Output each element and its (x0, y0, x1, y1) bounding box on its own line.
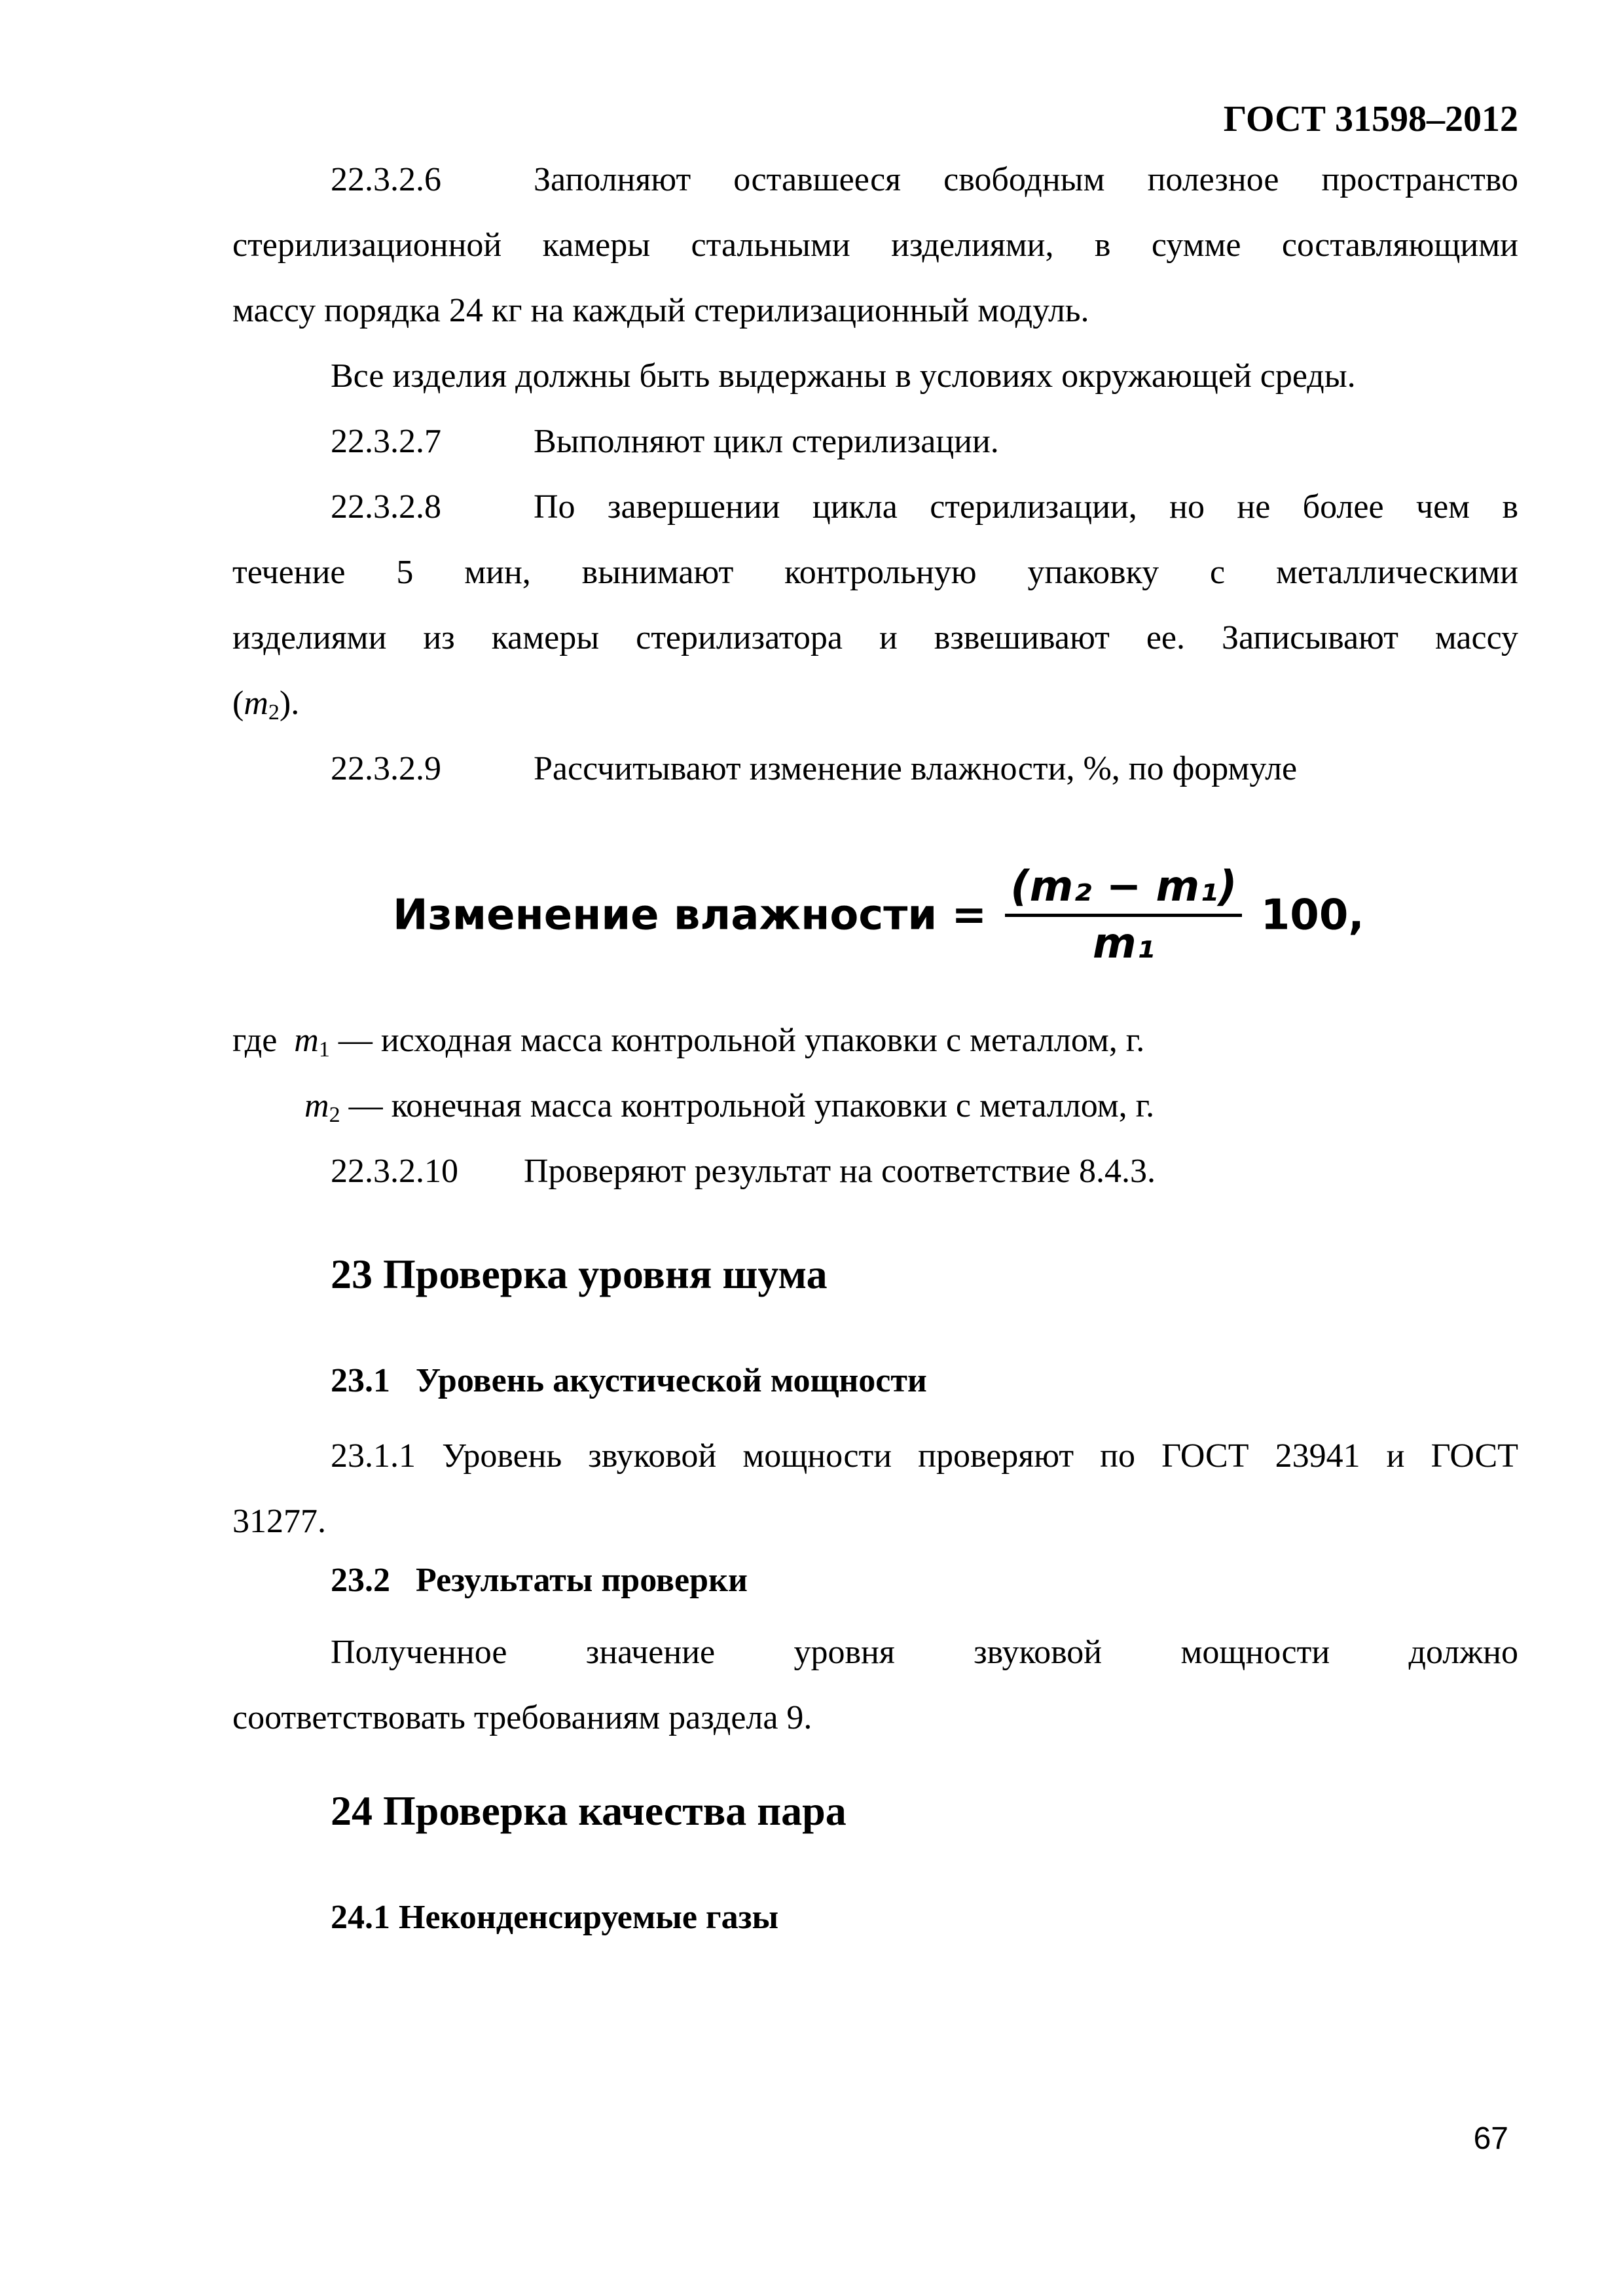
definition-text: — исходная масса контрольной упаковки с металлом, г. (338, 1022, 1145, 1059)
paragraph-22-3-2-6-line2: стерилизационной камеры стальными изделиями, в сумме составляющими (232, 226, 1518, 264)
definition-m1 (232, 1008, 1144, 1073)
paren-close: ). (279, 685, 300, 722)
section-24-title: 24 Проверка качества пара (331, 1787, 847, 1834)
paragraph-text: Проверяют результат на соответствие 8.4.3. (524, 1153, 1156, 1190)
section-23-title: 23 Проверка уровня шума (331, 1251, 828, 1297)
formula-fraction (1005, 864, 1242, 967)
paragraph-23-2-line1: Полученное значение уровня звуковой мощности должно (331, 1634, 1518, 1671)
paragraph-22-3-2-8-line2: течение 5 мин, вынимают контрольную упаковку с металлическими (232, 554, 1518, 591)
paragraph-text: По завершении цикла стерилизации, но не более чем в (534, 488, 1518, 526)
clause-number: 22.3.2.8 (331, 488, 441, 526)
paragraph-22-3-2-8-line4 (232, 671, 299, 736)
subsection-23-1-title: 23.1 Уровень акустической мощности (331, 1362, 927, 1399)
document-header: ГОСТ 31598–2012 (1223, 99, 1518, 139)
paragraph-22-3-2-9 (331, 736, 1297, 802)
where-prefix: где (232, 1022, 278, 1059)
subsection-24-1-title: 24.1 Неконденсируемые газы (331, 1899, 779, 1936)
subscript: 2 (268, 700, 280, 725)
variable-m: m (304, 1087, 329, 1124)
subscript: 1 (318, 1037, 330, 1062)
paragraph-text: Заполняют оставшееся свободным полезное пространство (534, 161, 1518, 198)
subscript: 2 (329, 1103, 340, 1127)
humidity-formula (393, 864, 1364, 967)
clause-number: 22.3.2.7 (331, 423, 441, 460)
paragraph-conditioning: Все изделия должны быть выдержаны в условиях окружающей среды. (331, 357, 1356, 395)
definition-text: — конечная масса контрольной упаковки с металлом, г. (348, 1087, 1155, 1124)
paragraph-text: Выполняют цикл стерилизации. (534, 423, 999, 460)
paragraph-23-1-1-line1: 23.1.1 Уровень звуковой мощности проверяют по ГОСТ 23941 и ГОСТ (331, 1437, 1518, 1475)
formula-lhs: Изменение влажности = (393, 891, 987, 940)
paren-open: ( (232, 685, 244, 722)
paragraph-22-3-2-10 (331, 1139, 1156, 1204)
clause-number: 22.3.2.6 (331, 161, 441, 198)
variable-m: m (294, 1022, 319, 1059)
formula-factor: 100, (1260, 891, 1364, 940)
formula-denominator: m₁ (1093, 920, 1155, 969)
paragraph-23-1-1-line2: 31277. (232, 1503, 326, 1540)
clause-number: 22.3.2.10 (331, 1153, 458, 1190)
formula-numerator: (m₂ − m₁) (1005, 864, 1242, 917)
page-number: 67 (1473, 2121, 1508, 2156)
paragraph-23-2-line2: соответствовать требованиям раздела 9. (232, 1699, 812, 1736)
clause-number: 22.3.2.9 (331, 750, 441, 787)
paragraph-22-3-2-6-line1 (331, 147, 1518, 213)
paragraph-22-3-2-7 (331, 409, 999, 475)
paragraph-22-3-2-8-line1 (331, 475, 1518, 540)
variable-m: m (244, 685, 268, 722)
paragraph-22-3-2-8-line3: изделиями из камеры стерилизатора и взвешивают ее. Записывают массу (232, 619, 1518, 656)
paragraph-text: Рассчитывают изменение влажности, %, по формуле (534, 750, 1298, 787)
paragraph-22-3-2-6-line3: массу порядка 24 кг на каждый стерилизационный модуль. (232, 292, 1089, 329)
definition-m2 (304, 1073, 1154, 1139)
subsection-23-2-title: 23.2 Результаты проверки (331, 1562, 748, 1599)
